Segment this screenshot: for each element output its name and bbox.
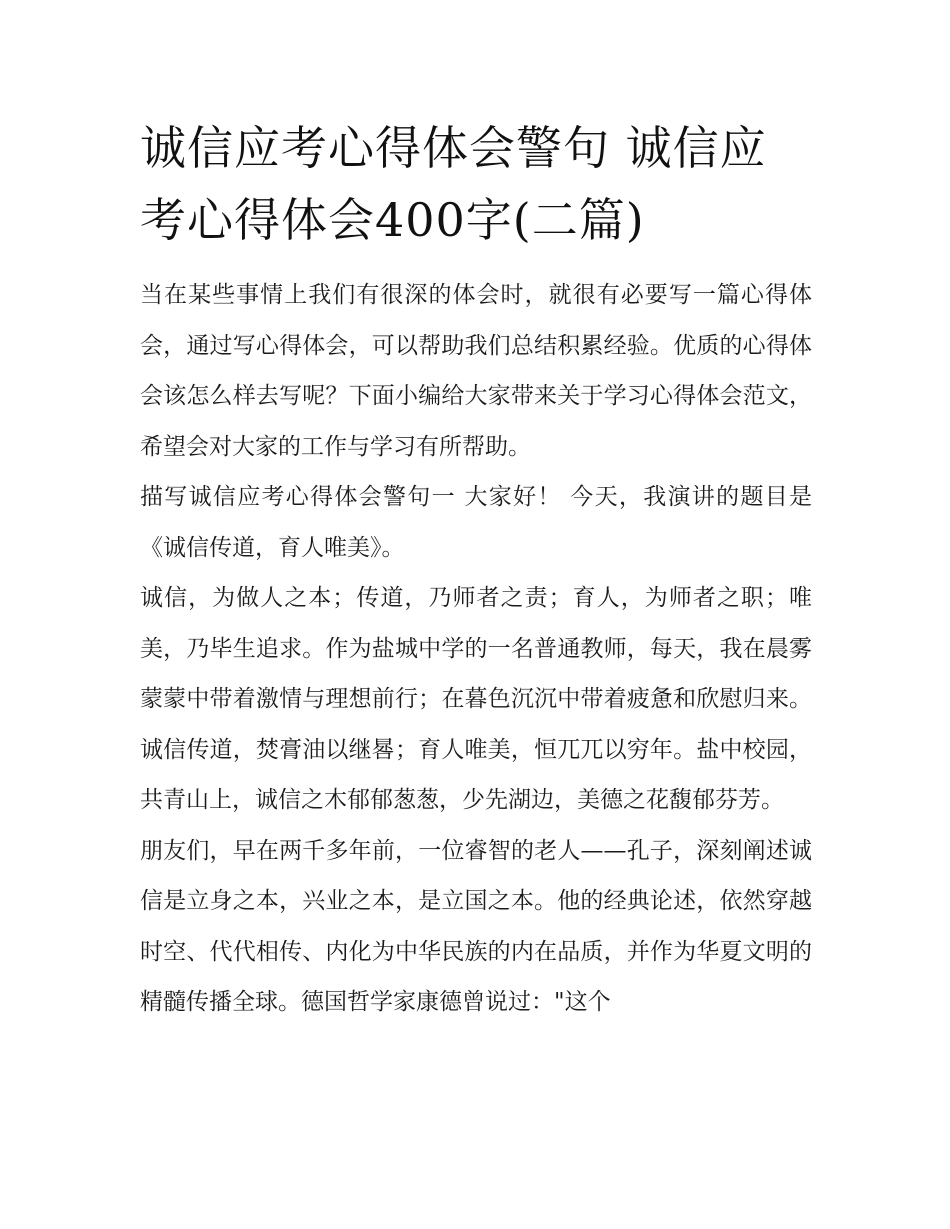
document-body	[140, 112, 812, 1028]
paragraph-integrity-teaching: 诚信，为做人之本；传道，乃师者之责；育人，为师者之职；唯美，乃毕生追求。作为盐城中学的一名普通教师，每天，我在晨雾蒙蒙中带着激情与理想前行；在暮色沉沉中带着疲惫和欣慰归来。诚信传道，焚膏油以继晷；育人唯美，恒兀兀以穷年。盐中校园，共青山上，诚信之木郁郁葱葱，少先湖边，美德之花馥郁芬芳。	[140, 585, 812, 813]
paragraph-intro: 当在某些事情上我们有很深的体会时，就很有必要写一篇心得体会，通过写心得体会，可以帮助我们总结积累经验。优质的心得体会该怎么样去写呢？下面小编给大家带来关于学习心得体会范文，希望会对大家的工作与学习有所帮助。	[140, 282, 812, 460]
document-title: 诚信应考心得体会警句 诚信应考心得体会400字(二篇)	[140, 121, 767, 247]
paragraph-speech-opening: 描写诚信应考心得体会警句一 大家好！ 今天，我演讲的题目是《诚信传道，育人唯美》。	[140, 484, 812, 561]
paragraph-confucius: 朋友们，早在两千多年前，一位睿智的老人——孔子，深刻阐述诚信是立身之本，兴业之本，是立国之本。他的经典论述，依然穿越时空、代代相传、内化为中华民族的内在品质，并作为华夏文明的精髓传播全球。德国哲学家康德曾说过："这个	[140, 837, 812, 1015]
